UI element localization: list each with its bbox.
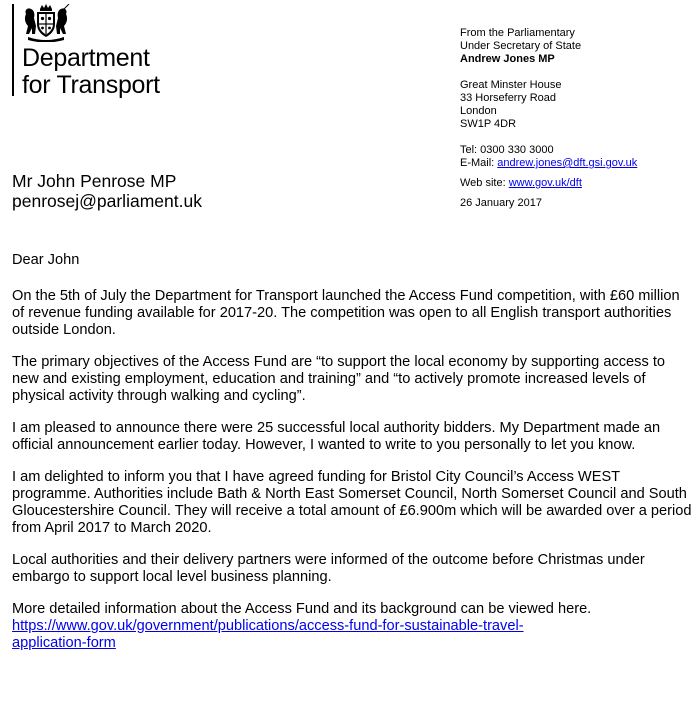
letter-date: 26 January 2017 [460,197,542,209]
more-info-text: More detailed information about the Access Fund and its background can be viewed here. [12,601,592,617]
sender-from-line2: Under Secretary of State [460,40,582,52]
sender-address-line2: 33 Horseferry Road [460,92,556,104]
paragraph-objectives: The primary objectives of the Access Fund are “to support the local economy by supporting access to new and existing employment, education and training” and “to actively promote increased levels of physical activity through walking and cycling”. [12,354,665,404]
sender-block [460,27,637,210]
paragraph-embargo: Local authorities and their delivery partners were informed of the outcome before Christmas under embargo to support local level business planning. [12,552,645,585]
sender-email-link[interactable]: andrew.jones@dft.gsi.gov.uk [497,157,638,169]
paragraph-more-info [12,601,692,652]
sender-telephone: Tel: 0300 330 3000 [460,144,554,156]
sender-from-line1: From the Parliamentary [460,27,575,39]
sender-email-row [460,157,637,170]
letter-body [12,252,692,667]
sender-address-line3: London [460,105,497,117]
salutation: Dear John [12,252,80,268]
paragraph-announcement: I am pleased to announce there were 25 successful local authority bidders. My Department made an official announcement earlier today. However, I wanted to write to you personally to let you know. [12,420,661,453]
sender-name: Andrew Jones MP [460,53,555,65]
sender-email-label: E-Mail: [460,157,498,169]
recipient-name: Mr John Penrose MP [12,171,177,191]
sender-address-line1: Great Minster House [460,79,562,91]
department-name-line1: Department [22,44,150,72]
department-name-line2: for Transport [22,71,160,99]
sender-website-row [460,177,637,190]
letterhead-divider [12,4,14,96]
paragraph-funding: I am delighted to inform you that I have agreed funding for Bristol City Council’s Access WEST programme. Authorities include Bath & North East Somerset Council, North Somerset Council and South Gloucestershire Council. They will receive a total amount of £6.900m which will be awarded over a period from April 2017 to March 2020. [12,469,692,536]
access-fund-link-line1[interactable]: https://www.gov.uk/government/publications/access-fund-for-sustainable-travel- [12,618,524,634]
sender-website-link[interactable]: www.gov.uk/dft [508,177,582,189]
sender-address-line4: SW1P 4DR [460,118,517,130]
sender-website-label: Web site: [460,177,509,189]
recipient-email: penrosej@parliament.uk [12,191,202,211]
recipient-block [12,171,202,211]
department-name [22,45,160,99]
access-fund-link-line2[interactable]: application-form [12,635,116,651]
royal-coat-of-arms-icon [22,4,70,42]
paragraph-competition-launch: On the 5th of July the Department for Transport launched the Access Fund competition, with £60 million of revenue funding available for 2017-20. The competition was open to all English transport authorities outside London. [12,288,680,338]
